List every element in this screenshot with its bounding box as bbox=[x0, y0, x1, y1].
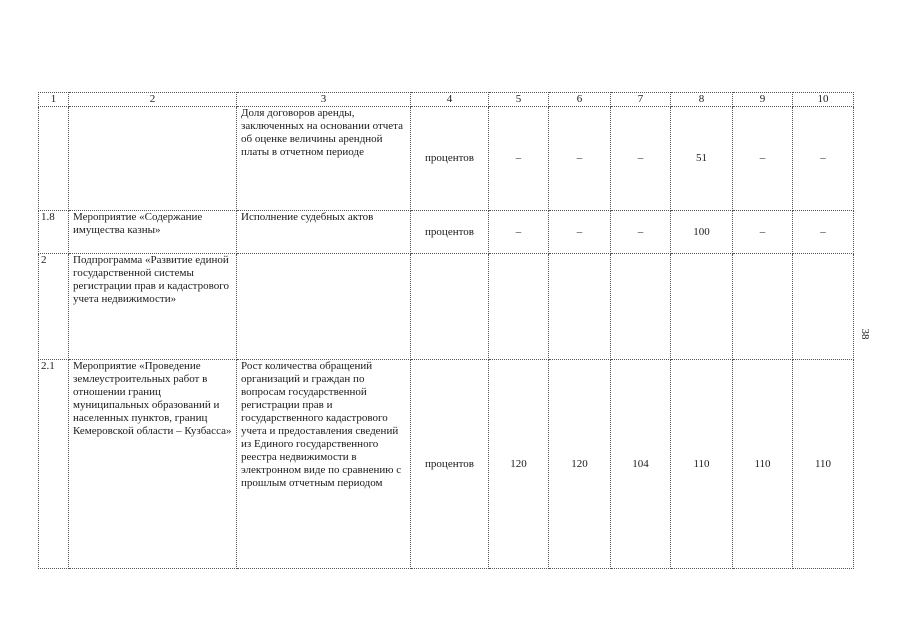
indicator-table bbox=[38, 92, 854, 569]
row-number: 2 bbox=[39, 254, 69, 360]
table-row bbox=[39, 360, 854, 569]
table-row bbox=[39, 107, 854, 211]
value-cell bbox=[733, 254, 793, 360]
column-number-header: 1 bbox=[39, 93, 69, 107]
value-cell: 110 bbox=[671, 360, 733, 569]
value-cell: – bbox=[489, 211, 549, 254]
value-cell: – bbox=[611, 107, 671, 211]
column-number-header: 9 bbox=[733, 93, 793, 107]
indicator-name bbox=[237, 254, 411, 360]
column-number-header: 7 bbox=[611, 93, 671, 107]
column-number-header: 4 bbox=[411, 93, 489, 107]
unit-cell: процентов bbox=[411, 211, 489, 254]
value-cell: – bbox=[733, 211, 793, 254]
table-row bbox=[39, 211, 854, 254]
value-cell: – bbox=[793, 211, 854, 254]
column-number-header: 6 bbox=[549, 93, 611, 107]
value-cell: 51 bbox=[671, 107, 733, 211]
value-cell bbox=[793, 254, 854, 360]
column-number-header: 3 bbox=[237, 93, 411, 107]
column-number-header: 5 bbox=[489, 93, 549, 107]
row-number bbox=[39, 107, 69, 211]
value-cell bbox=[671, 254, 733, 360]
subprogram-name: Подпрограмма «Развитие единой государственной системы регистрации прав и кадастрового учета недвижимости» bbox=[69, 254, 237, 360]
page-number: 38 bbox=[859, 328, 871, 340]
measure-name: Мероприятие «Содержание имущества казны» bbox=[69, 211, 237, 254]
unit-cell: процентов bbox=[411, 107, 489, 211]
value-cell: – bbox=[611, 211, 671, 254]
row-number: 2.1 bbox=[39, 360, 69, 569]
indicator-name: Исполнение судебных актов bbox=[237, 211, 411, 254]
indicator-name: Рост количества обращений организаций и граждан по вопросам государственной регистрации прав и государственного кадастрового учета и предоставления сведений из Единого государственного реестра недвижимости в электронном виде по сравнению с прошлым отчетным периодом bbox=[237, 360, 411, 569]
value-cell bbox=[611, 254, 671, 360]
table-row bbox=[39, 254, 854, 360]
value-cell: – bbox=[549, 107, 611, 211]
column-number-header: 2 bbox=[69, 93, 237, 107]
value-cell: – bbox=[489, 107, 549, 211]
unit-cell bbox=[411, 254, 489, 360]
value-cell bbox=[549, 254, 611, 360]
value-cell: 100 bbox=[671, 211, 733, 254]
value-cell: 120 bbox=[489, 360, 549, 569]
column-numbers-row bbox=[39, 93, 854, 107]
value-cell: 104 bbox=[611, 360, 671, 569]
measure-name: Мероприятие «Проведение землеустроительных работ в отношении границ муниципальных образований и населенных пунктов, границ Кемеровской области – Кузбасса» bbox=[69, 360, 237, 569]
value-cell: 110 bbox=[793, 360, 854, 569]
value-cell bbox=[489, 254, 549, 360]
indicator-name: Доля договоров аренды, заключенных на основании отчета об оценке величины арендной платы в отчетном периоде bbox=[237, 107, 411, 211]
value-cell: 110 bbox=[733, 360, 793, 569]
value-cell: – bbox=[549, 211, 611, 254]
value-cell: 120 bbox=[549, 360, 611, 569]
row-number: 1.8 bbox=[39, 211, 69, 254]
value-cell: – bbox=[733, 107, 793, 211]
column-number-header: 10 bbox=[793, 93, 854, 107]
value-cell: – bbox=[793, 107, 854, 211]
column-number-header: 8 bbox=[671, 93, 733, 107]
measure-name bbox=[69, 107, 237, 211]
unit-cell: процентов bbox=[411, 360, 489, 569]
